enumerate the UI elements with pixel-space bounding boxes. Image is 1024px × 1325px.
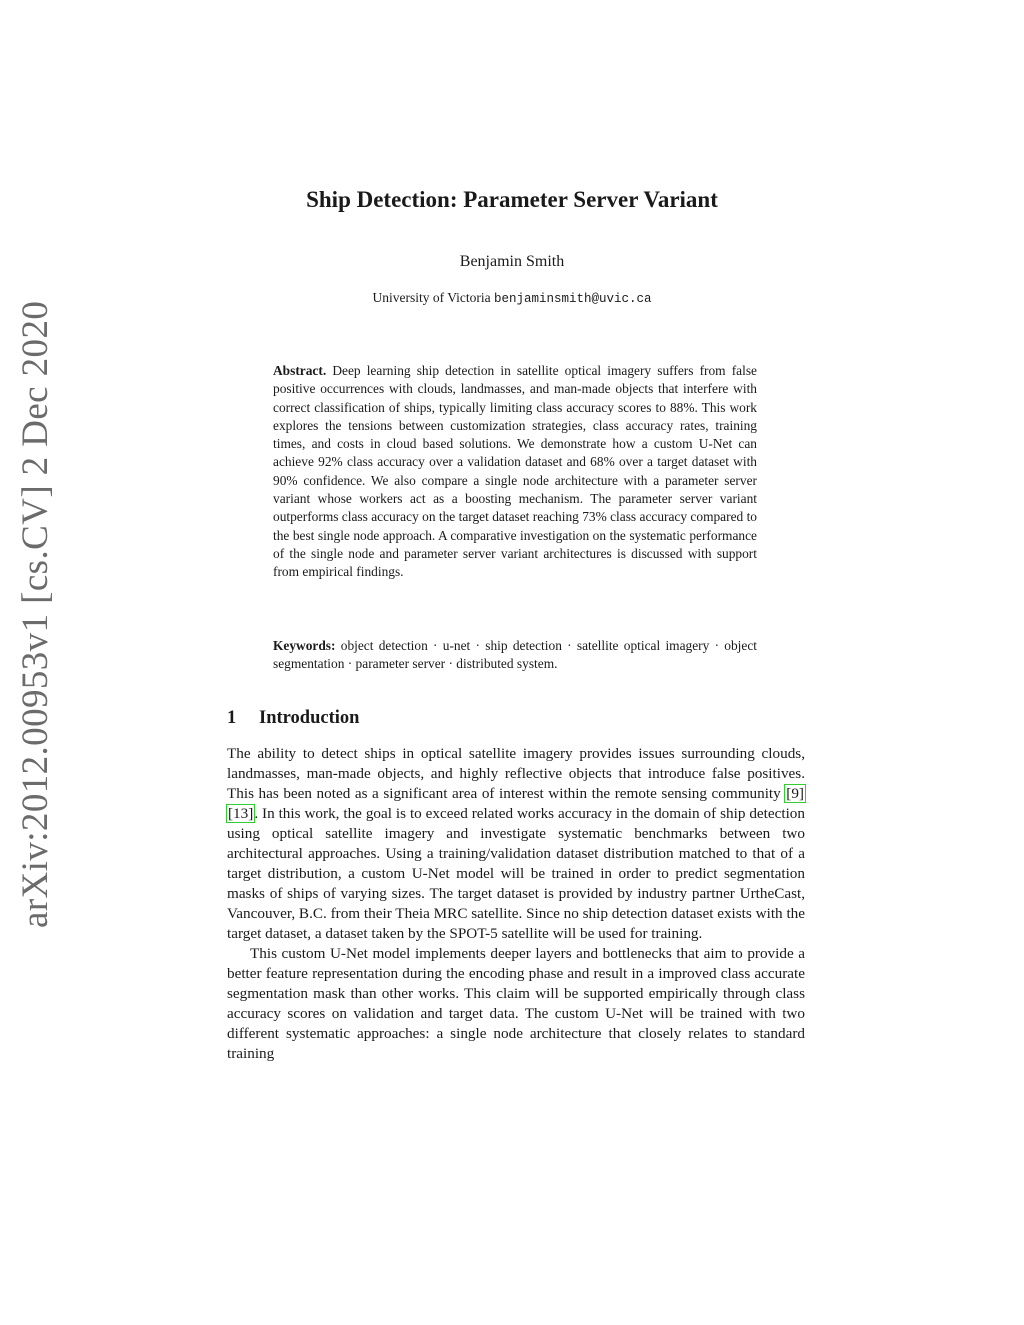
arxiv-stamp: arXiv:2012.00953v1 [cs.CV] 2 Dec 2020 [15,300,56,928]
keywords [273,637,757,674]
keywords-text: object detection · u-net · ship detection · satellite optical imagery · object segmentation · parameter server · distributed system. [273,638,757,672]
citation-link-9[interactable]: [9] [786,785,804,802]
author-email[interactable]: benjaminsmith@uvic.ca [494,292,652,306]
section-title: Introduction [259,708,360,728]
keywords-label: Keywords: [273,638,336,653]
paragraph-1-text-b: . In this work, the goal is to exceed related works accuracy in the domain of ship detection using optical satellite imagery and investigate systematic benchmarks between two architectural approaches. Using a training/validation dataset distribution matched to that of a target distribution, a custom U-Net model will be trained in order to predict segmentation masks of ships of varying sizes. The target dataset is provided by industry partner UrtheCast, Vancouver, B.C. from their Theia MRC satellite. Since no ship detection dataset exists with the target dataset, a dataset taken by the SPOT-5 satellite will be used for training. [227,805,805,942]
section-number: 1 [227,708,237,728]
paragraph-1-text-a: The ability to detect ships in optical satellite imagery provides issues surrounding clouds, landmasses, man-made objects, and highly reflective objects that introduce false positives. This has been noted as a significant area of interest within the remote sensing community [227,745,805,802]
paper-title: Ship Detection: Parameter Server Variant [306,187,718,212]
paragraph-2: This custom U-Net model implements deeper layers and bottlenecks that aim to provide a better feature representation during the encoding phase and result in a improved class accurate segmentation mask than other works. This claim will be supported empirically through class accuracy scores on validation and target data. The custom U-Net will be trained with two different systematic approaches: a single node architecture that closely relates to standard training [227,945,805,1062]
introduction-body [227,744,805,1064]
paragraph-1 [227,744,805,944]
abstract [273,362,757,582]
author-name: Benjamin Smith [459,253,565,270]
citation-link-13[interactable]: [13] [228,805,254,822]
affiliation-line [0,290,1024,306]
abstract-label: Abstract. [273,363,327,378]
affiliation: University of Victoria [372,290,491,305]
section-heading-introduction [227,708,359,729]
abstract-text: Deep learning ship detection in satellite optical imagery suffers from false positive occurrences with clouds, landmasses, and man-made objects that interfere with correct classification of ships, typically limiting class accuracy scores to 88%. This work explores the tensions between customization strategies, class accuracy rates, training times, and costs in cloud based solutions. We demonstrate how a custom U-Net can achieve 92% class accuracy over a validation dataset and 68% over a target dataset with 90% confidence. We also compare a single node architecture with a parameter server variant whose workers act as a boosting mechanism. The parameter server variant outperforms class accuracy on the target dataset reaching 73% class accuracy compared to the best single node approach. A comparative investigation on the systematic performance of the single node and parameter server variant architectures is discussed with support from empirical findings. [273,363,758,580]
